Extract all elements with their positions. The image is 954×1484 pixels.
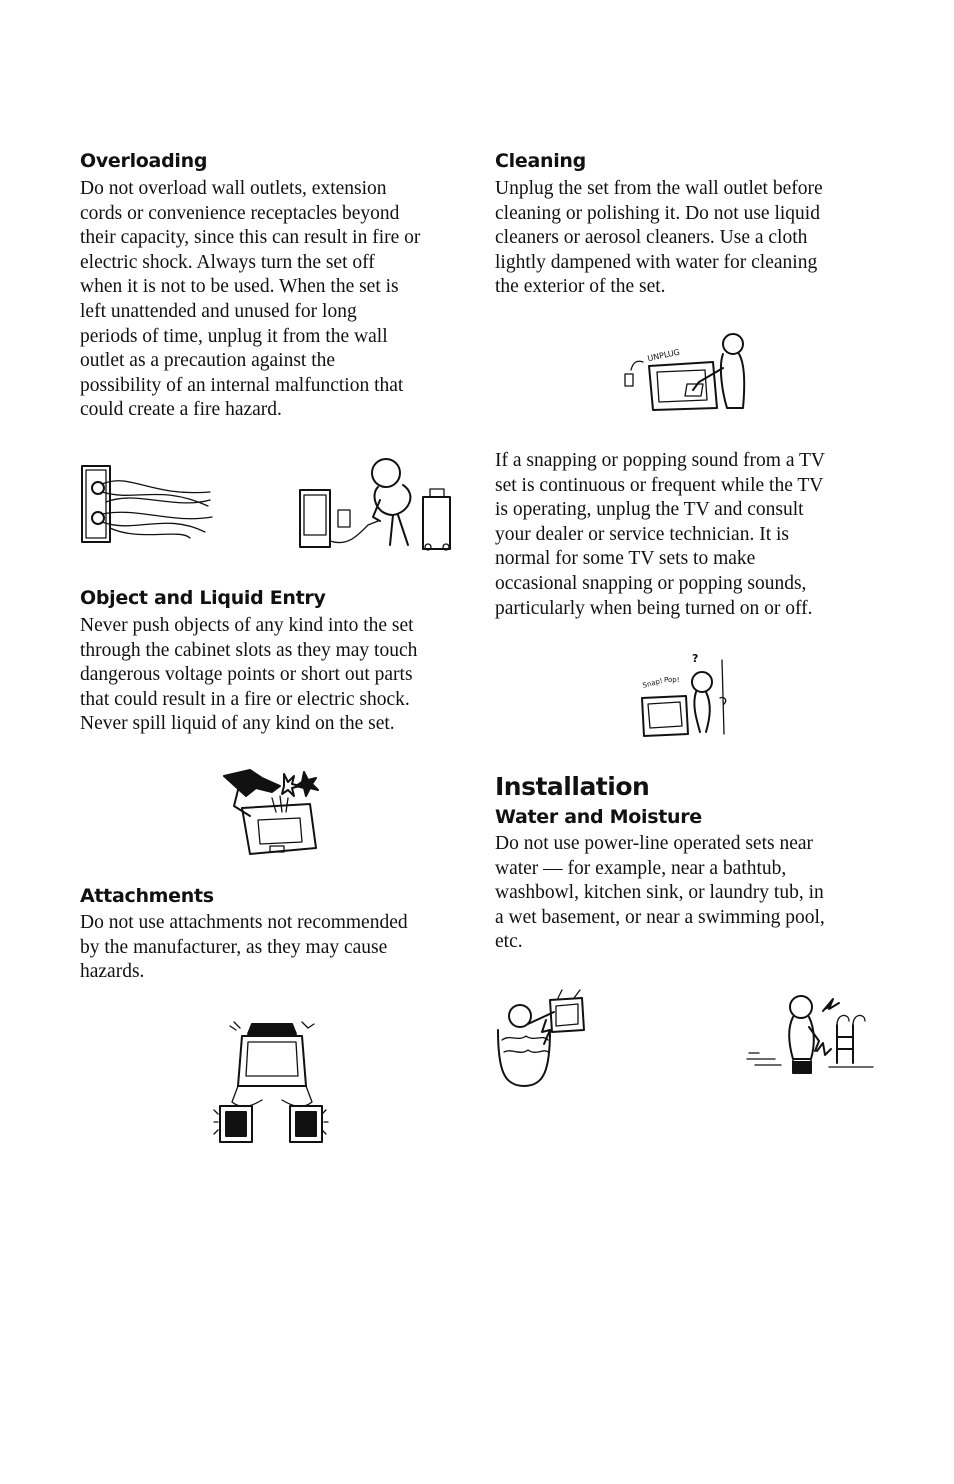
text-line: washbowl, kitchen sink, or laundry tub, in <box>495 882 824 904</box>
pop-label: Pop! <box>664 676 680 684</box>
text-line: the exterior of the set. <box>495 276 666 298</box>
text-line: when it is not to be used. When the set is <box>80 276 399 298</box>
text-line: Do not use attachments not recommended <box>80 912 408 933</box>
text-line: Unplug the set from the wall outlet before <box>495 178 823 199</box>
text-line: Never push objects of any kind into the set <box>80 615 414 636</box>
text-line: left unattended and unused for long <box>80 300 357 322</box>
text-line: through the cabinet slots as they may touch <box>80 639 418 661</box>
text-line: their capacity, since this can result in fire or <box>80 227 421 249</box>
text-line: that could result in a fire or electric shock. <box>80 688 410 710</box>
text-line: periods of time, unplug it from the wall <box>80 325 388 347</box>
tv-near-bathtub-icon <box>494 990 590 1090</box>
water-moisture-heading: Water and Moisture <box>495 806 702 828</box>
text-line: possibility of an internal malfunction that <box>80 374 404 396</box>
installation-title: Installation <box>495 772 650 801</box>
unplug-label: UNPLUG <box>646 347 681 364</box>
object-liquid-text <box>80 614 460 737</box>
person-near-pool-icon <box>745 993 875 1077</box>
overloading-heading: Overloading <box>80 150 208 172</box>
person-cleaning-tv-icon <box>623 330 748 412</box>
attachments-heading: Attachments <box>80 885 214 907</box>
snap-label: Snap! <box>641 676 664 690</box>
water-moisture-text <box>495 832 875 955</box>
tv-with-attachments-icon <box>212 1014 330 1146</box>
text-line: occasional snapping or popping sounds, <box>495 572 807 594</box>
text-line: cleaners or aerosol cleaners. Use a cloth <box>495 227 808 249</box>
text-line: lightly dampened with water for cleaning <box>495 251 818 273</box>
text-line: a wet basement, or near a swimming pool, <box>495 906 825 928</box>
cleaning-heading: Cleaning <box>495 150 586 172</box>
text-line: Never spill liquid of any kind on the set. <box>80 713 395 735</box>
text-line: outlet as a precaution against the <box>80 350 336 372</box>
snapping-tv-person-icon <box>640 652 732 738</box>
text-line: Do not use power-line operated sets near <box>495 833 813 854</box>
overloading-text <box>80 177 460 423</box>
text-line: set is continuous or frequent while the TV <box>495 474 824 496</box>
text-line: particularly when being turned on or off. <box>495 597 813 619</box>
text-line: your dealer or service technician. It is <box>495 523 789 545</box>
person-unplugging-tv-icon <box>298 455 456 553</box>
liquid-spill-on-tv-icon <box>220 768 332 858</box>
text-line: Do not overload wall outlets, extension <box>80 178 387 199</box>
overloaded-outlet-icon <box>80 462 215 544</box>
text-line: is operating, unplug the TV and consult <box>495 499 804 521</box>
cleaning-text <box>495 177 875 300</box>
text-line: normal for some TV sets to make <box>495 548 756 570</box>
snapping-text <box>495 449 875 621</box>
text-line: electric shock. Always turn the set off <box>80 251 375 273</box>
question-label: ? <box>692 652 699 665</box>
text-line: If a snapping or popping sound from a TV <box>495 450 826 471</box>
text-line: dangerous voltage points or short out parts <box>80 664 413 686</box>
text-line: could create a fire hazard. <box>80 399 282 421</box>
attachments-text <box>80 911 460 985</box>
text-line: etc. <box>495 931 523 953</box>
text-line: water — for example, near a bathtub, <box>495 857 787 879</box>
text-line: cleaning or polishing it. Do not use liquid <box>495 202 820 224</box>
text-line: cords or convenience receptacles beyond <box>80 202 400 224</box>
text-line: by the manufacturer, as they may cause <box>80 936 388 958</box>
object-liquid-heading: Object and Liquid Entry <box>80 587 326 609</box>
text-line: hazards. <box>80 961 145 983</box>
